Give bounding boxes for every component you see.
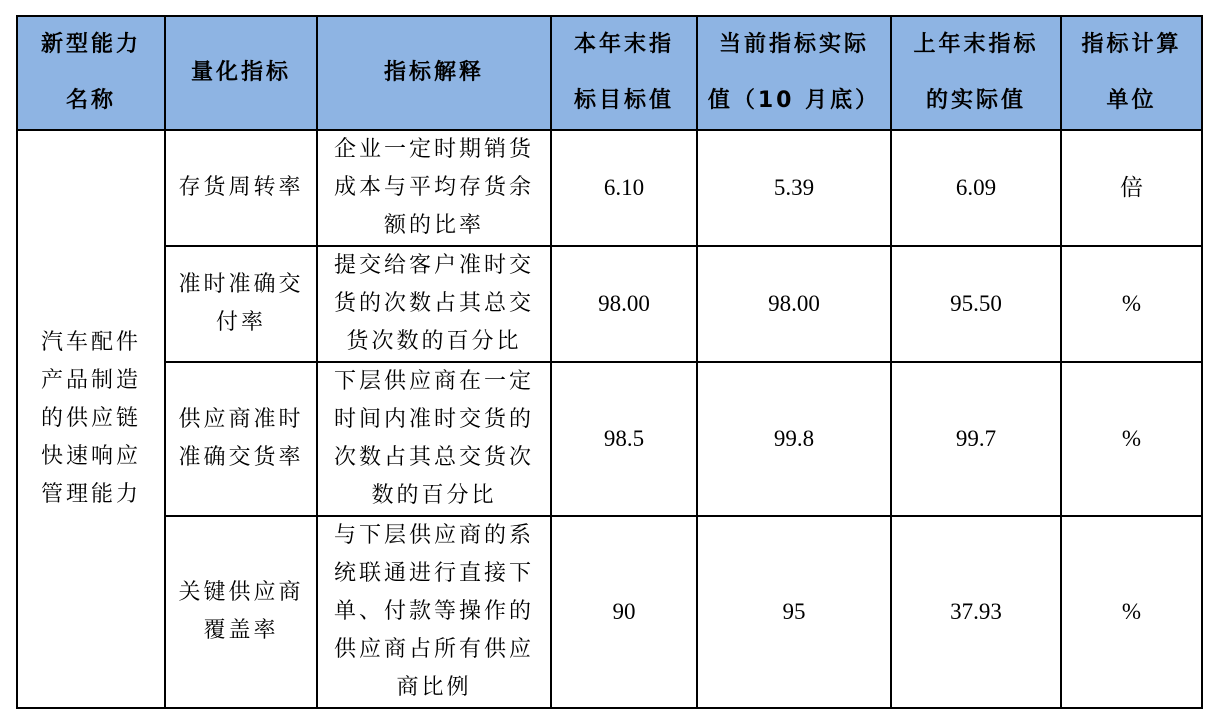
header-row (17, 16, 1202, 130)
target-value-cell: 6.10 (551, 130, 697, 246)
table-row (17, 246, 1202, 362)
header-current-actual: 当前指标实际 值（10 月底） (697, 16, 891, 130)
last-year-value-cell: 6.09 (891, 130, 1061, 246)
header-unit: 指标计算 单位 (1061, 16, 1202, 130)
current-value-cell: 99.8 (697, 362, 891, 516)
header-target-value: 本年末指 标目标值 (551, 16, 697, 130)
target-value-cell: 98.5 (551, 362, 697, 516)
table-row (17, 362, 1202, 516)
explanation-cell: 企业一定时期销货 成本与平均存货余 额的比率 (317, 130, 551, 246)
header-quantified-indicator: 量化指标 (165, 16, 317, 130)
header-last-year-actual: 上年末指标 的实际值 (891, 16, 1061, 130)
last-year-value-cell: 95.50 (891, 246, 1061, 362)
explanation-cell: 与下层供应商的系 统联通进行直接下 单、付款等操作的 供应商占所有供应 商比例 (317, 516, 551, 708)
capability-name-cell: 汽车配件 产品制造 的供应链 快速响应 管理能力 (17, 130, 165, 708)
unit-cell: % (1061, 516, 1202, 708)
header-capability-name: 新型能力 名称 (17, 16, 165, 130)
table-row (17, 130, 1202, 246)
explanation-cell: 下层供应商在一定 时间内准时交货的 次数占其总交货次 数的百分比 (317, 362, 551, 516)
unit-cell: % (1061, 362, 1202, 516)
indicator-cell: 供应商准时 准确交货率 (165, 362, 317, 516)
current-value-cell: 5.39 (697, 130, 891, 246)
indicator-table (16, 15, 1203, 709)
current-value-cell: 98.00 (697, 246, 891, 362)
unit-cell: % (1061, 246, 1202, 362)
indicator-cell: 关键供应商 覆盖率 (165, 516, 317, 708)
current-value-cell: 95 (697, 516, 891, 708)
indicator-cell: 存货周转率 (165, 130, 317, 246)
indicator-cell: 准时准确交 付率 (165, 246, 317, 362)
explanation-cell: 提交给客户准时交 货的次数占其总交 货次数的百分比 (317, 246, 551, 362)
target-value-cell: 90 (551, 516, 697, 708)
table-row (17, 516, 1202, 708)
target-value-cell: 98.00 (551, 246, 697, 362)
last-year-value-cell: 99.7 (891, 362, 1061, 516)
header-indicator-explanation: 指标解释 (317, 16, 551, 130)
unit-cell: 倍 (1061, 130, 1202, 246)
last-year-value-cell: 37.93 (891, 516, 1061, 708)
